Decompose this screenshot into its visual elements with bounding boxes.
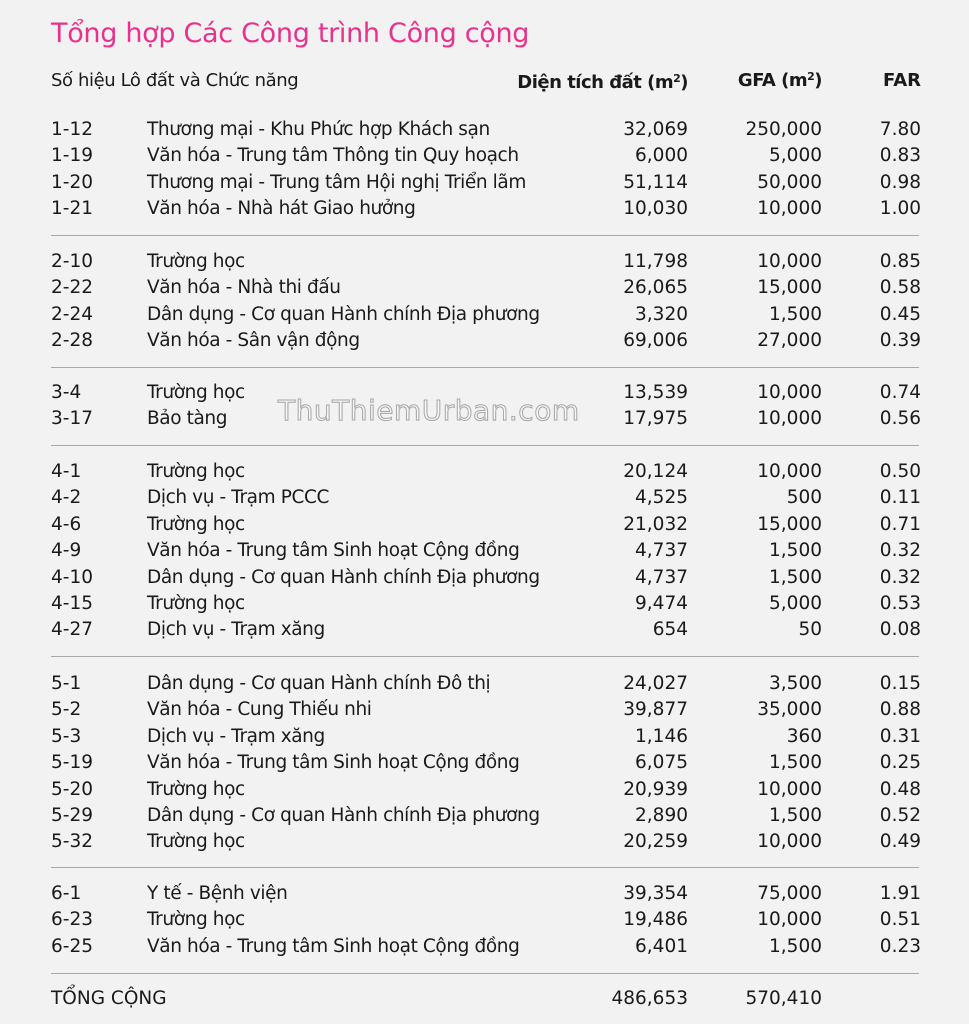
land-area: 11,798 bbox=[623, 251, 688, 272]
lot-code: 3-17 bbox=[51, 408, 93, 430]
watermark: ThuThiemUrban.com bbox=[278, 394, 580, 427]
gfa-value: 1,500 bbox=[769, 752, 822, 774]
land-area: 1,146 bbox=[635, 725, 688, 747]
lot-code: 4-27 bbox=[51, 619, 93, 641]
land-area: 39,877 bbox=[623, 699, 688, 721]
lot-function: Trường học bbox=[147, 251, 245, 272]
gfa-value: 10,000 bbox=[757, 251, 822, 272]
total-label: TỔNG CỘNG bbox=[51, 988, 167, 1009]
table-row bbox=[0, 249, 969, 275]
column-header-area bbox=[517, 69, 688, 97]
group-divider bbox=[51, 445, 919, 446]
land-area: 21,032 bbox=[623, 513, 688, 535]
lot-function: Trường học bbox=[147, 831, 245, 853]
far-value: 0.53 bbox=[879, 593, 921, 614]
gfa-value: 15,000 bbox=[757, 513, 822, 535]
gfa-value: 5,000 bbox=[769, 145, 822, 167]
land-area: 26,065 bbox=[623, 277, 688, 299]
gfa-value: 15,000 bbox=[757, 277, 822, 299]
column-header-code-function: Số hiệu Lô đất và Chức năng bbox=[51, 70, 299, 91]
land-area: 20,259 bbox=[623, 831, 688, 853]
land-area: 19,486 bbox=[623, 909, 688, 931]
lot-code: 5-2 bbox=[51, 699, 82, 721]
lot-function: Văn hóa - Nhà thi đấu bbox=[147, 277, 341, 299]
gfa-value: 10,000 bbox=[757, 382, 822, 403]
far-value: 0.11 bbox=[879, 487, 921, 509]
lot-function: Thương mại - Khu Phức hợp Khách sạn bbox=[147, 119, 490, 140]
land-area: 3,320 bbox=[635, 303, 688, 325]
far-value: 1.91 bbox=[879, 883, 921, 904]
far-value: 0.45 bbox=[879, 303, 921, 325]
far-value: 0.25 bbox=[879, 752, 921, 774]
lot-function: Trường học bbox=[147, 461, 245, 482]
table-row bbox=[0, 697, 969, 723]
lot-function: Văn hóa - Sân vận động bbox=[147, 330, 360, 352]
far-value: 0.98 bbox=[879, 171, 921, 193]
land-area: 9,474 bbox=[635, 593, 688, 614]
table-row bbox=[0, 512, 969, 538]
lot-function: Văn hóa - Trung tâm Sinh hoạt Cộng đồng bbox=[147, 540, 520, 562]
table-row bbox=[0, 829, 969, 855]
far-value: 0.32 bbox=[879, 566, 921, 588]
page-title: Tổng hợp Các Công trình Công cộng bbox=[51, 18, 530, 49]
lot-function: Dân dụng - Cơ quan Hành chính Địa phương bbox=[147, 566, 540, 588]
lot-code: 2-28 bbox=[51, 330, 93, 352]
lot-code: 1-19 bbox=[51, 145, 93, 167]
far-value: 0.51 bbox=[879, 909, 921, 931]
far-value: 7.80 bbox=[879, 119, 921, 140]
gfa-value: 5,000 bbox=[769, 593, 822, 614]
table-row bbox=[0, 538, 969, 564]
land-area: 6,401 bbox=[635, 935, 688, 957]
lot-function: Dịch vụ - Trạm xăng bbox=[147, 619, 325, 641]
table-row bbox=[0, 881, 969, 907]
far-value: 0.52 bbox=[879, 805, 921, 826]
far-value: 0.56 bbox=[879, 408, 921, 430]
lot-function: Dịch vụ - Trạm xăng bbox=[147, 725, 325, 747]
gfa-value: 360 bbox=[786, 725, 822, 747]
land-area: 24,027 bbox=[623, 673, 688, 694]
total-area: 486,653 bbox=[611, 988, 688, 1009]
land-area: 20,939 bbox=[623, 778, 688, 800]
lot-function: Trường học bbox=[147, 593, 245, 614]
column-header-gfa bbox=[738, 67, 822, 95]
table-row bbox=[0, 750, 969, 776]
far-value: 0.58 bbox=[879, 277, 921, 299]
gfa-value: 75,000 bbox=[757, 883, 822, 904]
lot-function: Trường học bbox=[147, 382, 245, 403]
total-gfa: 570,410 bbox=[745, 988, 822, 1009]
lot-code: 1-12 bbox=[51, 119, 93, 140]
far-value: 0.15 bbox=[879, 673, 921, 694]
lot-code: 5-20 bbox=[51, 778, 93, 800]
table-row bbox=[0, 803, 969, 829]
gfa-value: 10,000 bbox=[757, 831, 822, 853]
lot-code: 1-20 bbox=[51, 171, 93, 193]
lot-code: 4-1 bbox=[51, 461, 82, 482]
lot-function: Trường học bbox=[147, 778, 245, 800]
land-area: 4,737 bbox=[635, 540, 688, 562]
table-row bbox=[0, 934, 969, 960]
lot-code: 4-9 bbox=[51, 540, 82, 562]
table-row bbox=[0, 485, 969, 511]
table-row bbox=[0, 275, 969, 301]
gfa-value: 250,000 bbox=[745, 119, 822, 140]
lot-code: 5-19 bbox=[51, 752, 93, 774]
lot-code: 4-6 bbox=[51, 513, 82, 535]
far-value: 0.48 bbox=[879, 778, 921, 800]
table-row bbox=[0, 671, 969, 697]
table-row bbox=[0, 459, 969, 485]
area-header-close: ) bbox=[680, 72, 688, 93]
gfa-header-close: ) bbox=[814, 70, 822, 91]
lot-code: 6-23 bbox=[51, 909, 93, 931]
far-value: 0.49 bbox=[879, 831, 921, 853]
land-area: 10,030 bbox=[623, 198, 688, 220]
table-row bbox=[0, 777, 969, 803]
lot-function: Văn hóa - Trung tâm Sinh hoạt Cộng đồng bbox=[147, 752, 520, 774]
gfa-value: 1,500 bbox=[769, 540, 822, 562]
table-row bbox=[0, 117, 969, 143]
lot-code: 5-32 bbox=[51, 831, 93, 853]
far-value: 1.00 bbox=[879, 198, 921, 220]
lot-function: Văn hóa - Trung tâm Sinh hoạt Cộng đồng bbox=[147, 935, 520, 957]
gfa-value: 1,500 bbox=[769, 805, 822, 826]
lot-code: 2-24 bbox=[51, 303, 93, 325]
lot-function: Dân dụng - Cơ quan Hành chính Địa phương bbox=[147, 805, 540, 826]
area-unit-superscript: 2 bbox=[673, 72, 681, 85]
lot-code: 6-25 bbox=[51, 935, 93, 957]
lot-function: Bảo tàng bbox=[147, 408, 228, 430]
gfa-value: 10,000 bbox=[757, 909, 822, 931]
gfa-value: 10,000 bbox=[757, 461, 822, 482]
land-area: 20,124 bbox=[623, 461, 688, 482]
gfa-value: 35,000 bbox=[757, 699, 822, 721]
lot-code: 2-10 bbox=[51, 251, 93, 272]
far-value: 0.50 bbox=[879, 461, 921, 482]
far-value: 0.83 bbox=[879, 145, 921, 167]
group-divider bbox=[51, 235, 919, 236]
far-value: 0.74 bbox=[879, 382, 921, 403]
gfa-value: 10,000 bbox=[757, 778, 822, 800]
gfa-value: 50,000 bbox=[757, 171, 822, 193]
far-value: 0.39 bbox=[879, 330, 921, 352]
table-row bbox=[0, 617, 969, 643]
gfa-value: 3,500 bbox=[769, 673, 822, 694]
lot-function: Trường học bbox=[147, 513, 245, 535]
group-divider bbox=[51, 367, 919, 368]
land-area: 6,000 bbox=[635, 145, 688, 167]
gfa-header-text: GFA (m bbox=[737, 70, 808, 91]
lot-function: Dân dụng - Cơ quan Hành chính Đô thị bbox=[147, 673, 491, 694]
lot-function: Y tế - Bệnh viện bbox=[147, 883, 288, 904]
land-area: 39,354 bbox=[623, 883, 688, 904]
land-area: 654 bbox=[652, 619, 688, 641]
column-header-far: FAR bbox=[882, 70, 921, 91]
table-row bbox=[0, 170, 969, 196]
lot-code: 2-22 bbox=[51, 277, 93, 299]
lot-code: 5-3 bbox=[51, 725, 82, 747]
gfa-unit-superscript: 2 bbox=[807, 70, 815, 83]
lot-code: 4-10 bbox=[51, 566, 93, 588]
far-value: 0.08 bbox=[879, 619, 921, 641]
lot-code: 1-21 bbox=[51, 198, 93, 220]
lot-code: 5-29 bbox=[51, 805, 93, 826]
table-row bbox=[0, 907, 969, 933]
land-area: 51,114 bbox=[623, 171, 688, 193]
lot-function: Trường học bbox=[147, 909, 245, 931]
far-value: 0.88 bbox=[879, 699, 921, 721]
gfa-value: 500 bbox=[786, 487, 822, 509]
land-area: 17,975 bbox=[623, 408, 688, 430]
land-area: 13,539 bbox=[623, 382, 688, 403]
land-area: 4,525 bbox=[635, 487, 688, 509]
lot-function: Văn hóa - Nhà hát Giao hưởng bbox=[147, 198, 416, 220]
gfa-value: 1,500 bbox=[769, 935, 822, 957]
table-row bbox=[0, 724, 969, 750]
table-row bbox=[0, 143, 969, 169]
lot-code: 4-2 bbox=[51, 487, 82, 509]
lot-function: Dịch vụ - Trạm PCCC bbox=[147, 487, 330, 509]
land-area: 69,006 bbox=[623, 330, 688, 352]
lot-code: 5-1 bbox=[51, 673, 82, 694]
table-row bbox=[0, 302, 969, 328]
total-row bbox=[0, 986, 969, 1012]
gfa-value: 10,000 bbox=[757, 408, 822, 430]
far-value: 0.23 bbox=[879, 935, 921, 957]
far-value: 0.32 bbox=[879, 540, 921, 562]
table-row bbox=[0, 196, 969, 222]
land-area: 6,075 bbox=[635, 752, 688, 774]
land-area: 32,069 bbox=[623, 119, 688, 140]
lot-code: 3-4 bbox=[51, 382, 82, 403]
gfa-value: 50 bbox=[798, 619, 822, 641]
gfa-value: 1,500 bbox=[769, 566, 822, 588]
lot-function: Văn hóa - Cung Thiếu nhi bbox=[147, 699, 372, 721]
lot-function: Văn hóa - Trung tâm Thông tin Quy hoạch bbox=[147, 145, 519, 167]
lot-function: Dân dụng - Cơ quan Hành chính Địa phương bbox=[147, 303, 540, 325]
lot-function: Thương mại - Trung tâm Hội nghị Triển lãm bbox=[147, 171, 526, 193]
area-header-text: Diện tích đất (m bbox=[517, 72, 674, 93]
group-divider bbox=[51, 867, 919, 868]
group-divider bbox=[51, 656, 919, 657]
far-value: 0.85 bbox=[879, 251, 921, 272]
table-row bbox=[0, 591, 969, 617]
table-row bbox=[0, 328, 969, 354]
gfa-value: 10,000 bbox=[757, 198, 822, 220]
lot-code: 6-1 bbox=[51, 883, 82, 904]
land-area: 4,737 bbox=[635, 566, 688, 588]
gfa-value: 1,500 bbox=[769, 303, 822, 325]
land-area: 2,890 bbox=[635, 805, 688, 826]
table-row bbox=[0, 565, 969, 591]
gfa-value: 27,000 bbox=[757, 330, 822, 352]
lot-code: 4-15 bbox=[51, 593, 93, 614]
group-divider bbox=[51, 973, 919, 974]
far-value: 0.71 bbox=[879, 513, 921, 535]
far-value: 0.31 bbox=[879, 725, 921, 747]
